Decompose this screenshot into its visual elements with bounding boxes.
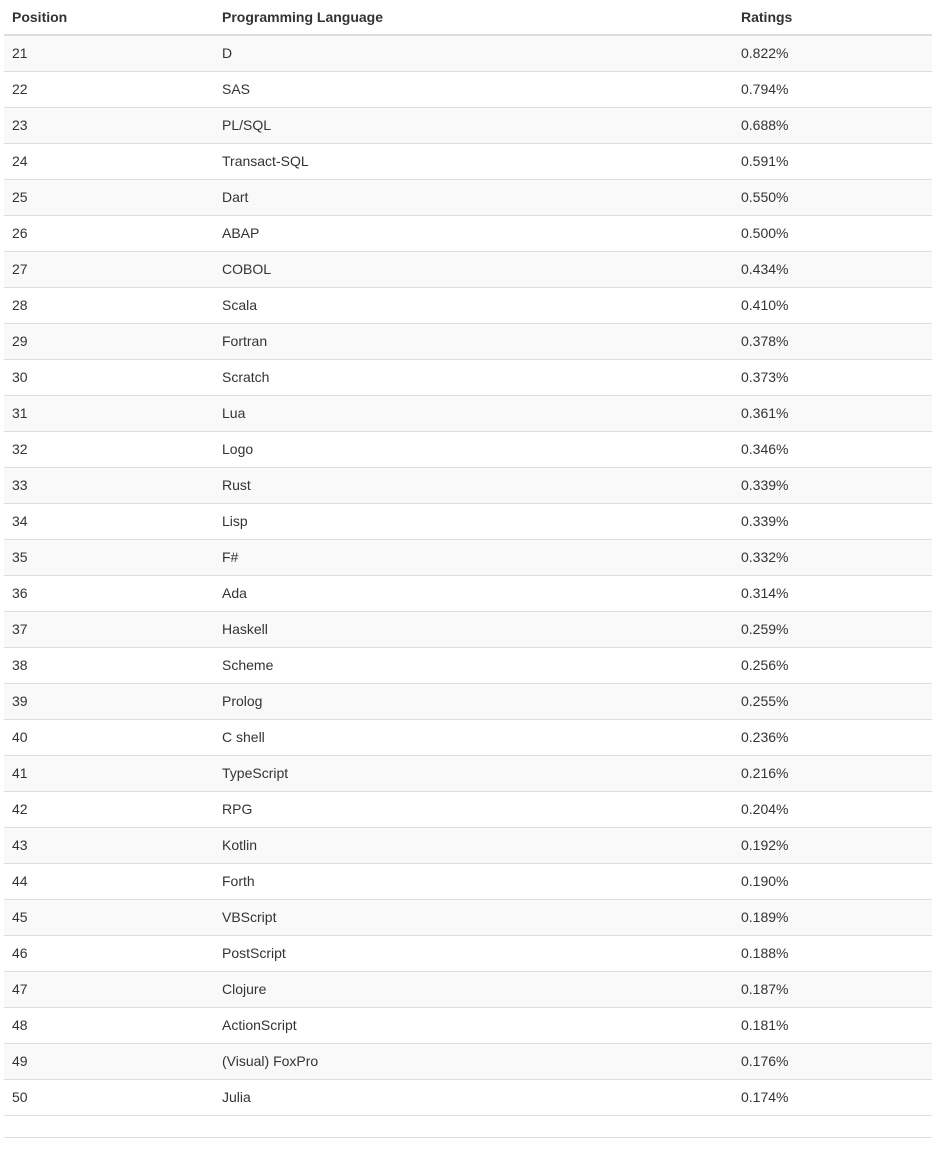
cell-position: 37 — [4, 611, 214, 647]
column-header-position: Position — [4, 0, 214, 35]
table-row — [4, 503, 932, 539]
cell-rating: 0.255% — [733, 683, 932, 719]
cell-position: 35 — [4, 539, 214, 575]
cell-rating: 0.688% — [733, 107, 932, 143]
cell-position: 48 — [4, 1007, 214, 1043]
cell-language: ABAP — [214, 215, 733, 251]
cell-rating: 0.188% — [733, 935, 932, 971]
cell-rating: 0.236% — [733, 719, 932, 755]
cell-language: Lua — [214, 395, 733, 431]
cell-language: Transact-SQL — [214, 143, 733, 179]
cell-rating: 0.339% — [733, 503, 932, 539]
cell-language: VBScript — [214, 899, 733, 935]
cell-position: 41 — [4, 755, 214, 791]
cell-rating: 0.794% — [733, 71, 932, 107]
cell-language: Clojure — [214, 971, 733, 1007]
cell-rating: 0.378% — [733, 323, 932, 359]
cell-rating: 0.339% — [733, 467, 932, 503]
cell-rating: 0.189% — [733, 899, 932, 935]
cell-language: Forth — [214, 863, 733, 899]
cell-language: Julia — [214, 1079, 733, 1115]
cell-language: SAS — [214, 71, 733, 107]
cell-position: 30 — [4, 359, 214, 395]
table-row — [4, 539, 932, 575]
table-row — [4, 143, 932, 179]
column-header-language: Programming Language — [214, 0, 733, 35]
cell-position: 29 — [4, 323, 214, 359]
cell-language: Scratch — [214, 359, 733, 395]
cell-rating: 0.314% — [733, 575, 932, 611]
table-row — [4, 323, 932, 359]
cell-rating: 0.259% — [733, 611, 932, 647]
cell-position: 43 — [4, 827, 214, 863]
cell-position: 28 — [4, 287, 214, 323]
cell-rating: 0.346% — [733, 431, 932, 467]
table-row — [4, 791, 932, 827]
cell-rating: 0.216% — [733, 755, 932, 791]
cell-position: 47 — [4, 971, 214, 1007]
table-row — [4, 935, 932, 971]
cell-rating: 0.181% — [733, 1007, 932, 1043]
table-body — [4, 35, 932, 1115]
cell-position: 36 — [4, 575, 214, 611]
table-row — [4, 215, 932, 251]
cell-language: F# — [214, 539, 733, 575]
cell-rating: 0.500% — [733, 215, 932, 251]
cell-language: Fortran — [214, 323, 733, 359]
column-header-ratings: Ratings — [733, 0, 932, 35]
table-row — [4, 971, 932, 1007]
table-row — [4, 863, 932, 899]
table-row — [4, 251, 932, 287]
cell-rating: 0.190% — [733, 863, 932, 899]
table-footer-divider — [4, 1116, 932, 1138]
table-row — [4, 827, 932, 863]
cell-language: PostScript — [214, 935, 733, 971]
cell-language: (Visual) FoxPro — [214, 1043, 733, 1079]
cell-position: 44 — [4, 863, 214, 899]
cell-language: RPG — [214, 791, 733, 827]
cell-language: Lisp — [214, 503, 733, 539]
cell-position: 46 — [4, 935, 214, 971]
table-row — [4, 647, 932, 683]
cell-position: 49 — [4, 1043, 214, 1079]
table-row — [4, 899, 932, 935]
cell-position: 27 — [4, 251, 214, 287]
cell-rating: 0.204% — [733, 791, 932, 827]
ratings-table — [4, 0, 932, 1116]
table-row — [4, 719, 932, 755]
table-row — [4, 431, 932, 467]
cell-rating: 0.591% — [733, 143, 932, 179]
cell-rating: 0.176% — [733, 1043, 932, 1079]
cell-position: 39 — [4, 683, 214, 719]
cell-language: Logo — [214, 431, 733, 467]
cell-position: 33 — [4, 467, 214, 503]
cell-rating: 0.373% — [733, 359, 932, 395]
cell-language: C shell — [214, 719, 733, 755]
cell-language: Kotlin — [214, 827, 733, 863]
table-row — [4, 611, 932, 647]
cell-language: PL/SQL — [214, 107, 733, 143]
table-row — [4, 35, 932, 71]
table-row — [4, 287, 932, 323]
cell-language: Scheme — [214, 647, 733, 683]
table-row — [4, 467, 932, 503]
cell-position: 34 — [4, 503, 214, 539]
table-row — [4, 1079, 932, 1115]
cell-position: 21 — [4, 35, 214, 71]
table-row — [4, 359, 932, 395]
cell-rating: 0.550% — [733, 179, 932, 215]
header-row — [4, 0, 932, 35]
cell-language: Dart — [214, 179, 733, 215]
cell-language: ActionScript — [214, 1007, 733, 1043]
cell-language: Prolog — [214, 683, 733, 719]
table-row — [4, 395, 932, 431]
cell-rating: 0.410% — [733, 287, 932, 323]
cell-position: 31 — [4, 395, 214, 431]
cell-position: 22 — [4, 71, 214, 107]
cell-language: COBOL — [214, 251, 733, 287]
table-row — [4, 179, 932, 215]
cell-position: 24 — [4, 143, 214, 179]
table-row — [4, 107, 932, 143]
table-row — [4, 755, 932, 791]
cell-position: 42 — [4, 791, 214, 827]
cell-rating: 0.822% — [733, 35, 932, 71]
cell-rating: 0.187% — [733, 971, 932, 1007]
table-row — [4, 683, 932, 719]
table-row — [4, 1043, 932, 1079]
cell-position: 26 — [4, 215, 214, 251]
cell-language: Ada — [214, 575, 733, 611]
cell-position: 45 — [4, 899, 214, 935]
cell-language: Rust — [214, 467, 733, 503]
cell-language: Haskell — [214, 611, 733, 647]
cell-language: TypeScript — [214, 755, 733, 791]
cell-rating: 0.361% — [733, 395, 932, 431]
table-header — [4, 0, 932, 35]
cell-position: 32 — [4, 431, 214, 467]
cell-position: 40 — [4, 719, 214, 755]
cell-rating: 0.256% — [733, 647, 932, 683]
cell-position: 38 — [4, 647, 214, 683]
cell-rating: 0.192% — [733, 827, 932, 863]
ratings-table-container — [4, 0, 932, 1116]
cell-position: 25 — [4, 179, 214, 215]
cell-rating: 0.434% — [733, 251, 932, 287]
cell-position: 50 — [4, 1079, 214, 1115]
table-row — [4, 1007, 932, 1043]
table-row — [4, 575, 932, 611]
cell-rating: 0.332% — [733, 539, 932, 575]
table-row — [4, 71, 932, 107]
cell-language: D — [214, 35, 733, 71]
cell-position: 23 — [4, 107, 214, 143]
cell-rating: 0.174% — [733, 1079, 932, 1115]
cell-language: Scala — [214, 287, 733, 323]
